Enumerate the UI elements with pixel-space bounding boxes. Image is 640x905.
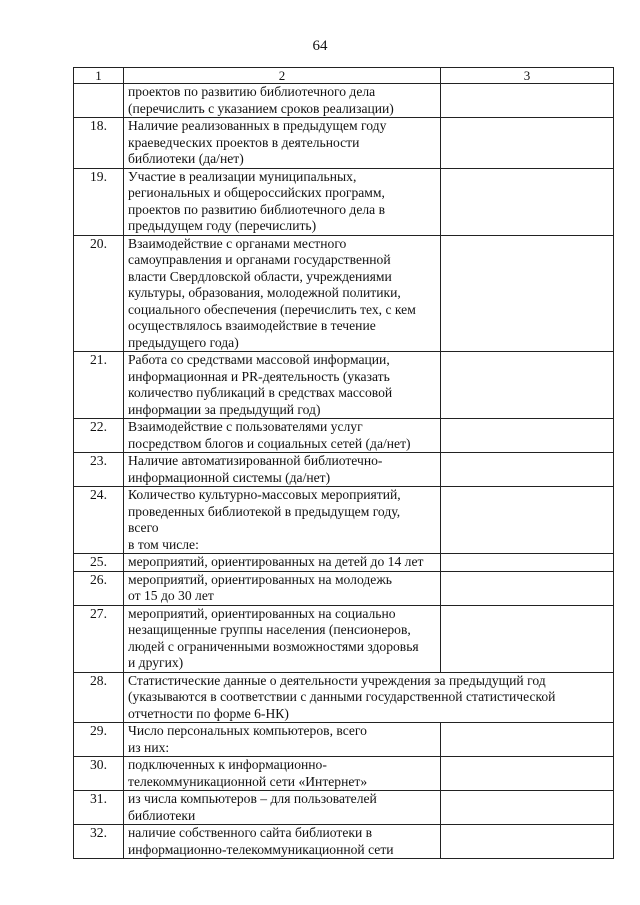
table-row [74,235,614,352]
description-line: подключенных к информационно- [128,757,327,772]
description-line: телекоммуникационной сети «Интернет» [128,773,368,789]
table-header-row [74,68,614,84]
row-description [124,168,441,235]
row-description [124,825,441,859]
row-description [124,235,441,352]
row-number: 28. [74,672,124,723]
row-number: 30. [74,757,124,791]
table-row [74,84,614,118]
row-description [124,352,441,419]
row-value-cell [441,791,614,825]
row-description [124,757,441,791]
description-line: краеведческих проектов в деятельности [128,134,360,150]
row-number: 23. [74,453,124,487]
table-row [74,118,614,169]
row-value-cell [441,419,614,453]
description-line: отчетности по форме 6-НК) [128,705,289,721]
description-line: предыдущем году (перечислить) [128,218,317,233]
header-col-3: 3 [441,68,614,84]
row-number: 21. [74,352,124,419]
description-line: Число персональных компьютеров, всего [128,723,367,738]
header-col-1: 1 [74,68,124,84]
description-line: мероприятий, ориентированных на социально [128,605,396,621]
row-number: 18. [74,118,124,169]
table-row [74,453,614,487]
description-line: (указываются в соответствии с данными государственной статистической [128,689,556,704]
row-value-cell [441,453,614,487]
description-line: в том числе: [128,536,199,552]
page-number: 64 [312,38,328,54]
description-line: от 15 до 30 лет [128,588,214,603]
description-line: власти Свердловской области, учреждениями [128,268,392,284]
row-number: 31. [74,791,124,825]
report-table [73,67,614,859]
row-number [74,84,124,118]
row-value-cell [441,571,614,605]
description-line: из них: [128,739,170,755]
description-line: Наличие автоматизированной библиотечно- [128,453,383,468]
table-body [74,84,614,859]
row-value-cell [441,84,614,118]
table-row [74,723,614,757]
row-number: 29. [74,723,124,757]
row-description [124,487,441,554]
row-value-cell [441,825,614,859]
table-row [74,605,614,672]
row-description [124,84,441,118]
row-value-cell [441,487,614,554]
row-number: 24. [74,487,124,554]
description-line: осуществлялось взаимодействие в течение [128,318,376,333]
description-line: библиотеки [128,807,196,823]
description-line: незащищенные группы населения (пенсионеров, [128,622,411,637]
description-line: Взаимодействие с органами местного [128,235,347,251]
table-row [74,352,614,419]
description-line: проектов по развитию библиотечного дела [128,84,376,99]
row-description [124,453,441,487]
description-line: из числа компьютеров – для пользователей [128,791,377,806]
row-description [124,672,614,723]
description-line: посредством блогов и социальных сетей (да/нет) [128,435,411,451]
description-line: информации за предыдущий год) [128,401,321,417]
description-line: людей с ограниченными возможностями здоровья [128,638,419,654]
table-row [74,419,614,453]
header-col-2: 2 [124,68,441,84]
row-value-cell [441,352,614,419]
description-line: самоуправления и органами государственной [128,252,391,267]
table-row [74,672,614,723]
row-number: 32. [74,825,124,859]
row-description [124,605,441,672]
row-value-cell [441,605,614,672]
description-line: Количество культурно-массовых мероприятий, [128,487,401,502]
row-description [124,791,441,825]
row-number: 20. [74,235,124,352]
row-description [124,554,441,572]
description-line: и других) [128,655,184,670]
description-line: Участие в реализации муниципальных, [128,168,357,184]
table-row [74,791,614,825]
description-line: информационно-телекоммуникационной сети [128,841,394,857]
description-line: наличие собственного сайта библиотеки в [128,825,373,840]
description-line: предыдущего года) [128,334,239,350]
row-description [124,571,441,605]
description-line: региональных и общероссийских программ, [128,185,385,200]
description-line: мероприятий, ориентированных на молодежь [128,571,392,587]
description-line: библиотеки (да/нет) [128,151,244,166]
row-number: 25. [74,554,124,572]
description-line: проектов по развитию библиотечного дела в [128,201,386,217]
row-value-cell [441,554,614,572]
description-line: Работа со средствами массовой информации, [128,352,390,367]
row-value-cell [441,168,614,235]
table-row [74,554,614,572]
description-line: (перечислить с указанием сроков реализации) [128,100,394,116]
description-line: мероприятий, ориентированных на детей до 14 лет [128,554,424,569]
row-number: 26. [74,571,124,605]
description-line: количество публикаций в средствах массовой [128,385,393,400]
description-line: Статистические данные о деятельности учреждения за предыдущий год [128,672,546,688]
row-number: 22. [74,419,124,453]
row-description [124,419,441,453]
table-row [74,571,614,605]
row-value-cell [441,118,614,169]
row-description [124,118,441,169]
description-line: социального обеспечения (перечислить тех, с кем [128,301,416,317]
table-row [74,487,614,554]
description-line: проведенных библиотекой в предыдущем году, [128,503,401,519]
row-value-cell [441,757,614,791]
table-row [74,168,614,235]
description-line: Взаимодействие с пользователями услуг [128,419,363,434]
description-line: всего [128,520,159,535]
description-line: культуры, образования, молодежной политики, [128,285,401,300]
row-number: 19. [74,168,124,235]
table-row [74,825,614,859]
row-number: 27. [74,605,124,672]
table-row [74,757,614,791]
description-line: информационная и PR-деятельность (указать [128,368,390,384]
description-line: Наличие реализованных в предыдущем году [128,118,387,133]
row-description [124,723,441,757]
row-value-cell [441,723,614,757]
row-value-cell [441,235,614,352]
description-line: информационной системы (да/нет) [128,469,331,485]
